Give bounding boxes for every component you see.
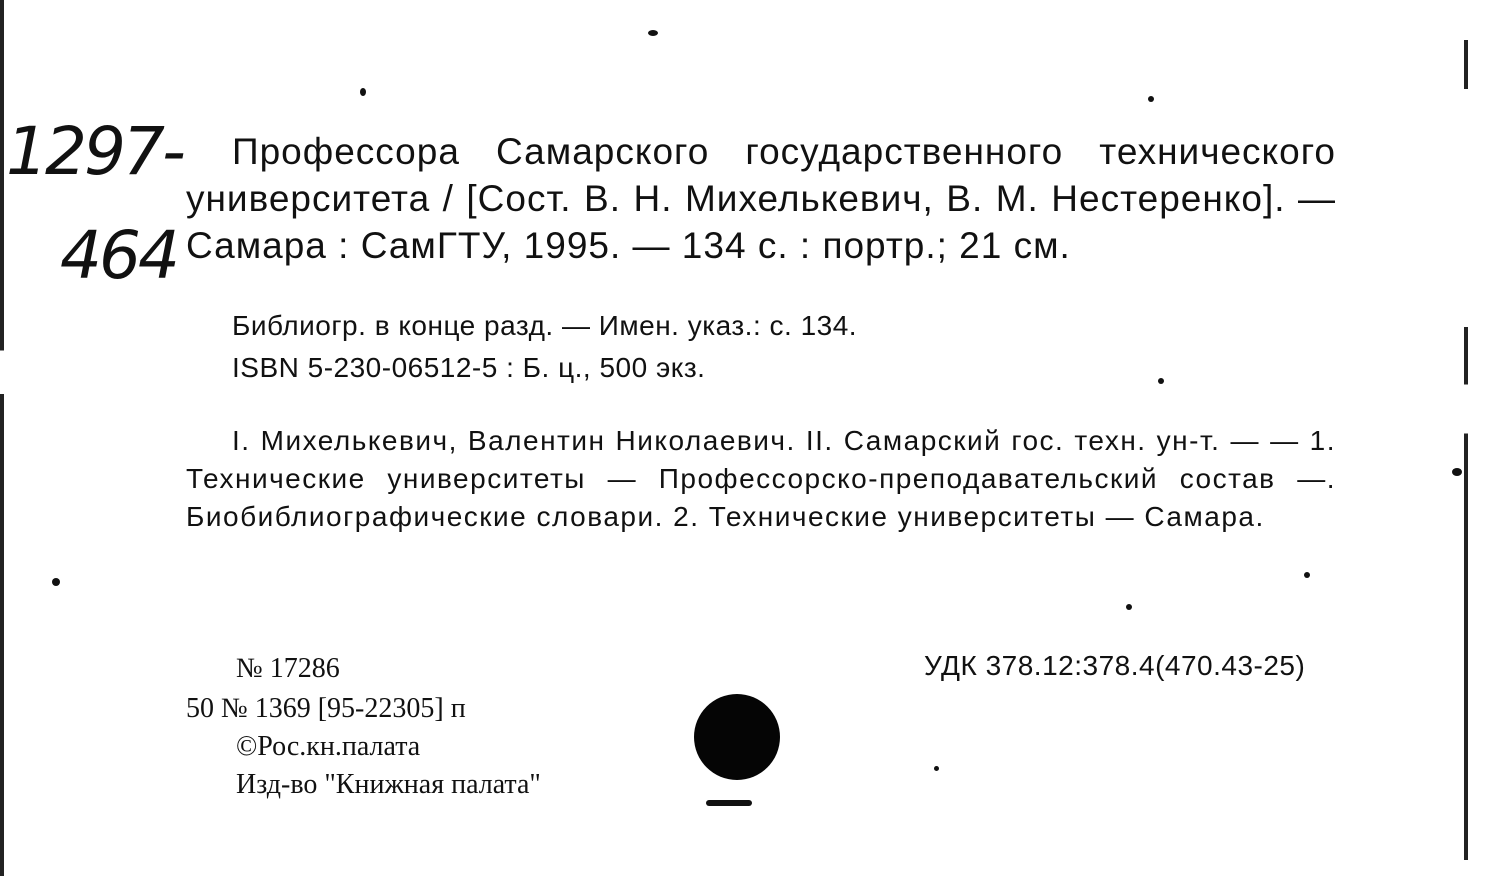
card-right-edge (1464, 40, 1468, 860)
scan-speck (1126, 604, 1132, 610)
copyright-line: ©Рос.кн.палата (236, 731, 421, 762)
subject-tracings: I. Михелькевич, Валентин Николаевич. II. Самарский гос. техн. ун-т. — — 1. Технические университеты — Профессорско-преподавательский состав —. Биобиблиографические словари. 2. Технические университеты — Самара. (186, 425, 1336, 532)
record-number: № 17286 (236, 653, 340, 684)
scan-speck (1452, 468, 1462, 476)
ink-mark (706, 800, 752, 806)
bibliographic-description: Профессора Самарского государственного технического университета / [Сост. В. Н. Михелькевич, В. М. Нестеренко]. — Самара : СамГТУ, 1995. — 134 с. : портр.; 21 см. (186, 131, 1336, 266)
call-number-line-1: 1297- (6, 113, 183, 190)
scan-speck (934, 766, 939, 771)
bibliography-note: Библиогр. в конце разд. — Имен. указ.: с. 134. (232, 310, 858, 341)
scan-speck (648, 30, 658, 36)
card-left-edge (0, 0, 4, 876)
scan-speck (360, 88, 366, 96)
scan-speck (1158, 378, 1164, 384)
scan-speck (52, 578, 60, 586)
call-number (6, 100, 183, 308)
publisher-line: Изд-во "Книжная палата" (236, 769, 541, 800)
udc-classification: УДК 378.12:378.4(470.43-25) (924, 650, 1306, 681)
scan-speck (1148, 96, 1154, 102)
batch-number: 50 № 1369 [95-22305] п (186, 693, 466, 724)
isbn-note: ISBN 5-230-06512-5 : Б. ц., 500 экз. (232, 352, 706, 383)
call-number-line-2: 464 (60, 217, 177, 294)
ink-blot (694, 694, 780, 780)
scan-speck (1304, 572, 1310, 578)
